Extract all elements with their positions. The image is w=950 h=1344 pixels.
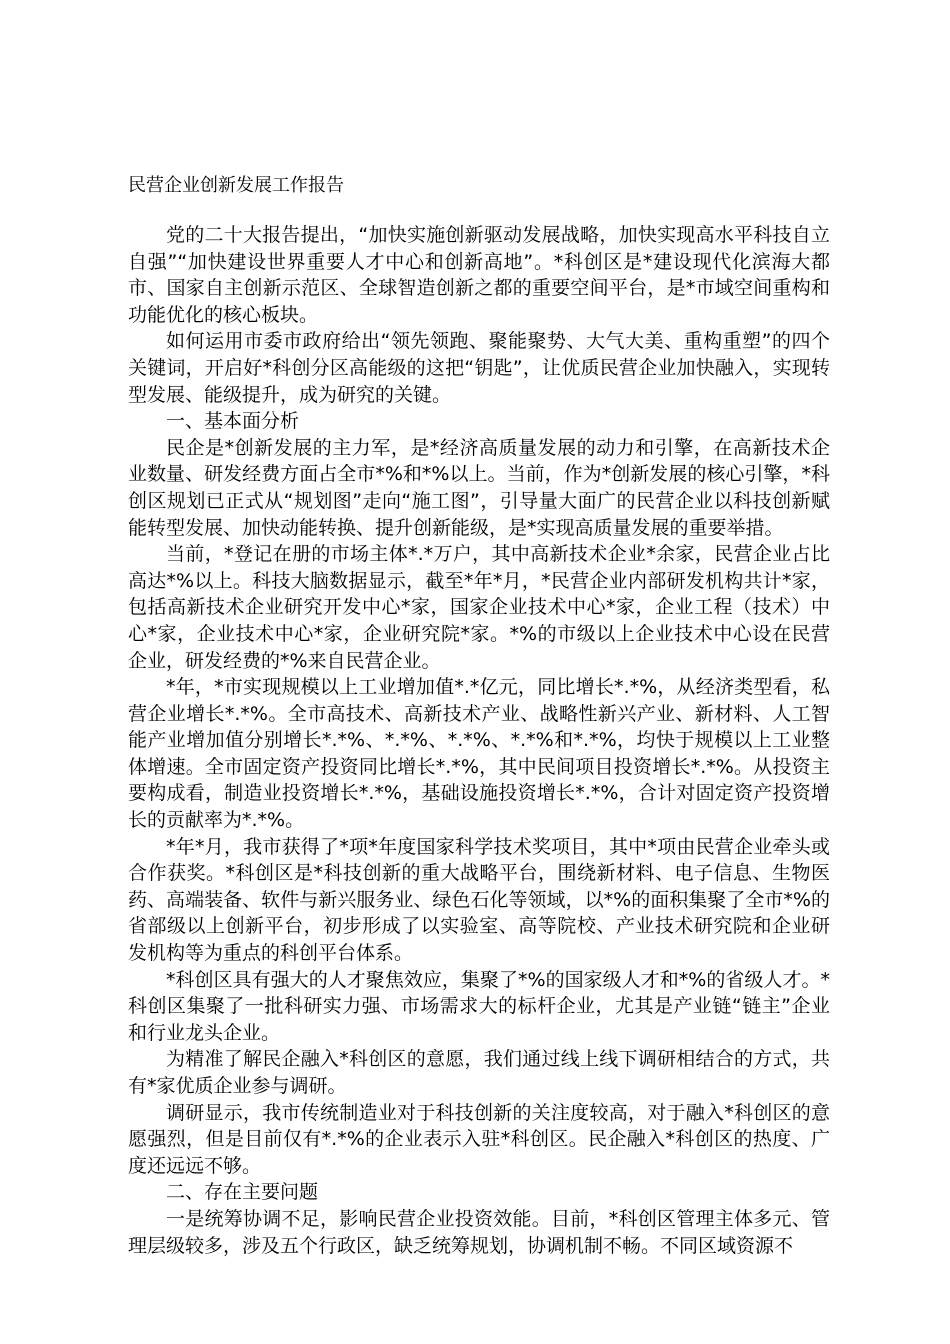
paragraph: 为精准了解民企融入*科创区的意愿，我们通过线上线下调研相结合的方式，共有*家优质企业参与调研。 [128, 1048, 830, 1097]
paragraph: 如何运用市委市政府给出“领先领跑、聚能聚势、大气大美、重构重塑”的四个关键词，开启好*科创分区高能级的这把“钥匙”，让优质民营企业加快融入，实现转型发展、能级提升，成为研究的关键。 [128, 330, 830, 406]
paragraph: *科创区具有强大的人才聚焦效应，集聚了*%的国家级人才和*%的省级人才。*科创区集聚了一批科研实力强、市场需求大的标杆企业，尤其是产业链“链主”企业和行业龙头企业。 [128, 968, 830, 1044]
paragraph: *年，*市实现规模以上工业增加值*.*亿元，同比增长*.*%，从经济类型看，私营企业增长*.*%。全市高技术、高新技术产业、战略性新兴产业、新材料、人工智能产业增加值分别增长*.*%、*.*%、*.*%、*.*%和*.*%，均快于规模以上工业整体增速。全市固定资产投资同比增长*.*%，其中民间项目投资增长*.*%。从投资主要构成看，制造业投资增长*.*%，基础设施投资增长*.*%，合计对固定资产投资增长的贡献率为*.*%。 [128, 676, 830, 832]
paragraph: *年*月，我市获得了*项*年度国家科学技术奖项目，其中*项由民营企业牵头或合作获奖。*科创区是*科技创新的重大战略平台，围绕新材料、电子信息、生物医药、高端装备、软件与新兴服务业、绿色石化等领域，以*%的面积集聚了全市*%的省部级以上创新平台，初步形成了以实验室、高等院校、产业技术研究院和企业研发机构等为重点的科创平台体系。 [128, 835, 830, 965]
paragraph: 民企是*创新发展的主力军，是*经济高质量发展的动力和引擎，在高新技术企业数量、研发经费方面占全市*%和*%以上。当前，作为*创新发展的核心引擎，*科创区规划已正式从“规划图”走向“施工图”，引导量大面广的民营企业以科技创新赋能转型发展、加快动能转换、提升创新能级，是*实现高质量发展的重要举措。 [128, 436, 830, 539]
section-heading: 二、存在主要问题 [166, 1181, 319, 1204]
paragraph: 调研显示，我市传统制造业对于科技创新的关注度较高，对于融入*科创区的意愿强烈，但是目前仅有*.*%的企业表示入驻*科创区。民企融入*科创区的热度、广度还远远不够。 [128, 1101, 830, 1177]
document-title: 民营企业创新发展工作报告 [128, 175, 344, 196]
paragraph: 一是统筹协调不足，影响民营企业投资效能。目前，*科创区管理主体多元、管理层级较多，涉及五个行政区，缺乏统筹规划，协调机制不畅。不同区域资源不 [128, 1207, 830, 1257]
document-body [128, 222, 830, 1259]
paragraph: 党的二十大报告提出，“加快实施创新驱动发展战略，加快实现高水平科技自立自强”“加快建设世界重要人才中心和创新高地”。*科创区是*建设现代化滨海大都市、国家自主创新示范区、全球智造创新之都的重要空间平台，是*市域空间重构和功能优化的核心板块。 [128, 224, 830, 326]
section-heading: 一、基本面分析 [166, 410, 300, 433]
paragraph: 当前，*登记在册的市场主体*.*万户，其中高新技术企业*余家，民营企业占比高达*%以上。科技大脑数据显示，截至*年*月，*民营企业内部研发机构共计*家，包括高新技术企业研究开发中心*家，国家企业技术中心*家，企业工程（技术）中心*家，企业技术中心*家，企业研究院*家。*%的市级以上企业技术中心设在民营企业，研发经费的*%来自民营企业。 [128, 543, 830, 672]
